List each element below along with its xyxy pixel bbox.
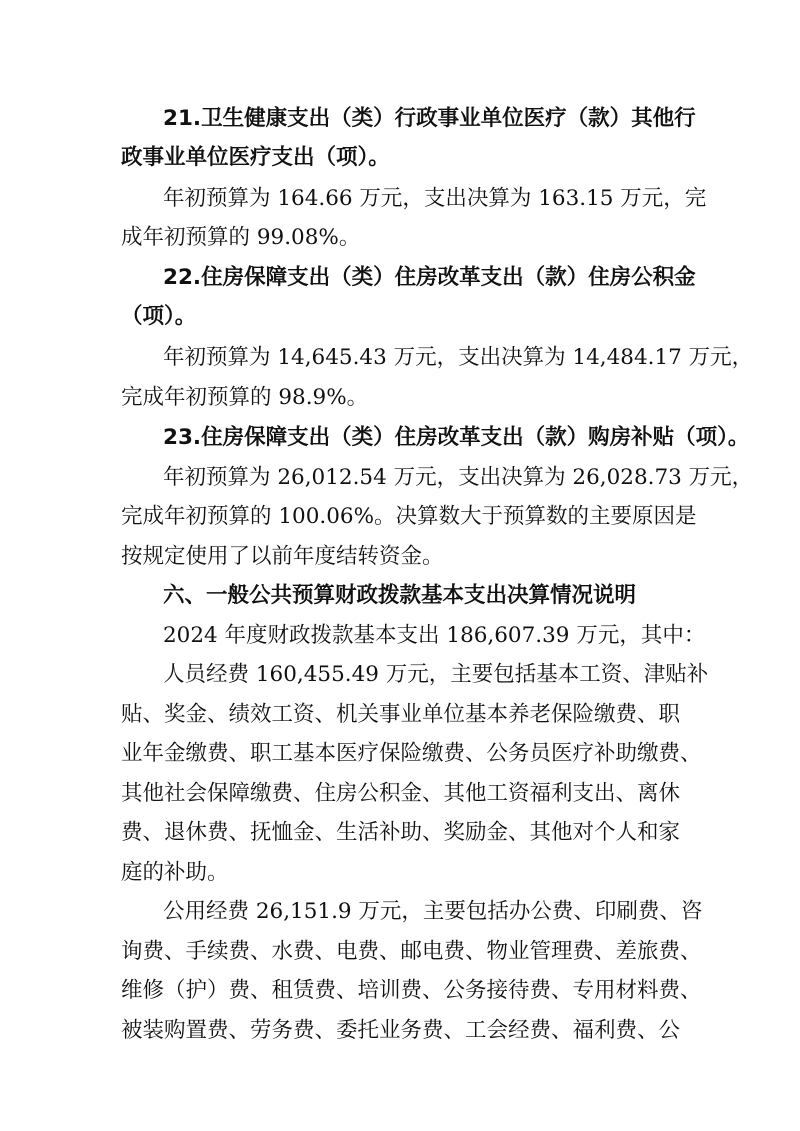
personnel-line-3: 业年金缴费、职工基本医疗保险缴费、公务员医疗补助缴费、 (121, 741, 702, 766)
section-22-title-line-2: （项）。 (121, 304, 197, 329)
personnel-line-1: 人员经费 160,455.49 万元，主要包括基本工资、津贴补 (163, 662, 709, 687)
personnel-line-4: 其他社会保障缴费、住房公积金、其他工资福利支出、离休 (121, 781, 681, 806)
section-23-body-line-3: 按规定使用了以前年度结转资金。 (121, 544, 444, 569)
public-line-4: 被装购置费、劳务费、委托业务费、工会经费、福利费、公 (121, 1018, 681, 1043)
part6-heading: 六、一般公共预算财政拨款基本支出决算情况说明 (163, 583, 637, 608)
section-21-body-line-2: 成年初预算的 99.08%。 (121, 225, 361, 250)
section-21-title-line-2: 政事业单位医疗支出（项）。 (121, 145, 390, 170)
personnel-line-6: 庭的补助。 (121, 860, 229, 885)
section-22-title-line-1: 22.住房保障支出（类）住房改革支出（款）住房公积金 (163, 265, 696, 290)
section-21-body-line-1: 年初预算为 164.66 万元，支出决算为 163.15 万元，完 (163, 186, 707, 211)
personnel-line-2: 贴、奖金、绩效工资、机关事业单位基本养老保险缴费、职 (121, 702, 681, 727)
public-line-2: 询费、手续费、水费、电费、邮电费、物业管理费、差旅费、 (121, 939, 702, 964)
section-23-body-line-1: 年初预算为 26,012.54 万元，支出决算为 26,028.73 万元， (163, 465, 754, 490)
section-22-body-line-1: 年初预算为 14,645.43 万元，支出决算为 14,484.17 万元， (163, 345, 754, 370)
public-line-3: 维修（护）费、租赁费、培训费、公务接待费、专用材料费、 (121, 978, 702, 1003)
section-21-title-line-1: 21.卫生健康支出（类）行政事业单位医疗（款）其他行 (163, 106, 696, 131)
section-23-body-line-2: 完成年初预算的 100.06%。决算数大于预算数的主要原因是 (121, 504, 697, 529)
personnel-line-5: 费、退休费、抚恤金、生活补助、奖励金、其他对个人和家 (121, 820, 681, 845)
section-22-body-line-2: 完成年初预算的 98.9%。 (121, 385, 369, 410)
public-line-1: 公用经费 26,151.9 万元，主要包括办公费、印刷费、咨 (163, 899, 703, 924)
section-23-title-line-1: 23.住房保障支出（类）住房改革支出（款）购房补贴（项）。 (163, 425, 750, 450)
part6-intro: 2024 年度财政拨款基本支出 186,607.39 万元，其中： (163, 623, 706, 648)
